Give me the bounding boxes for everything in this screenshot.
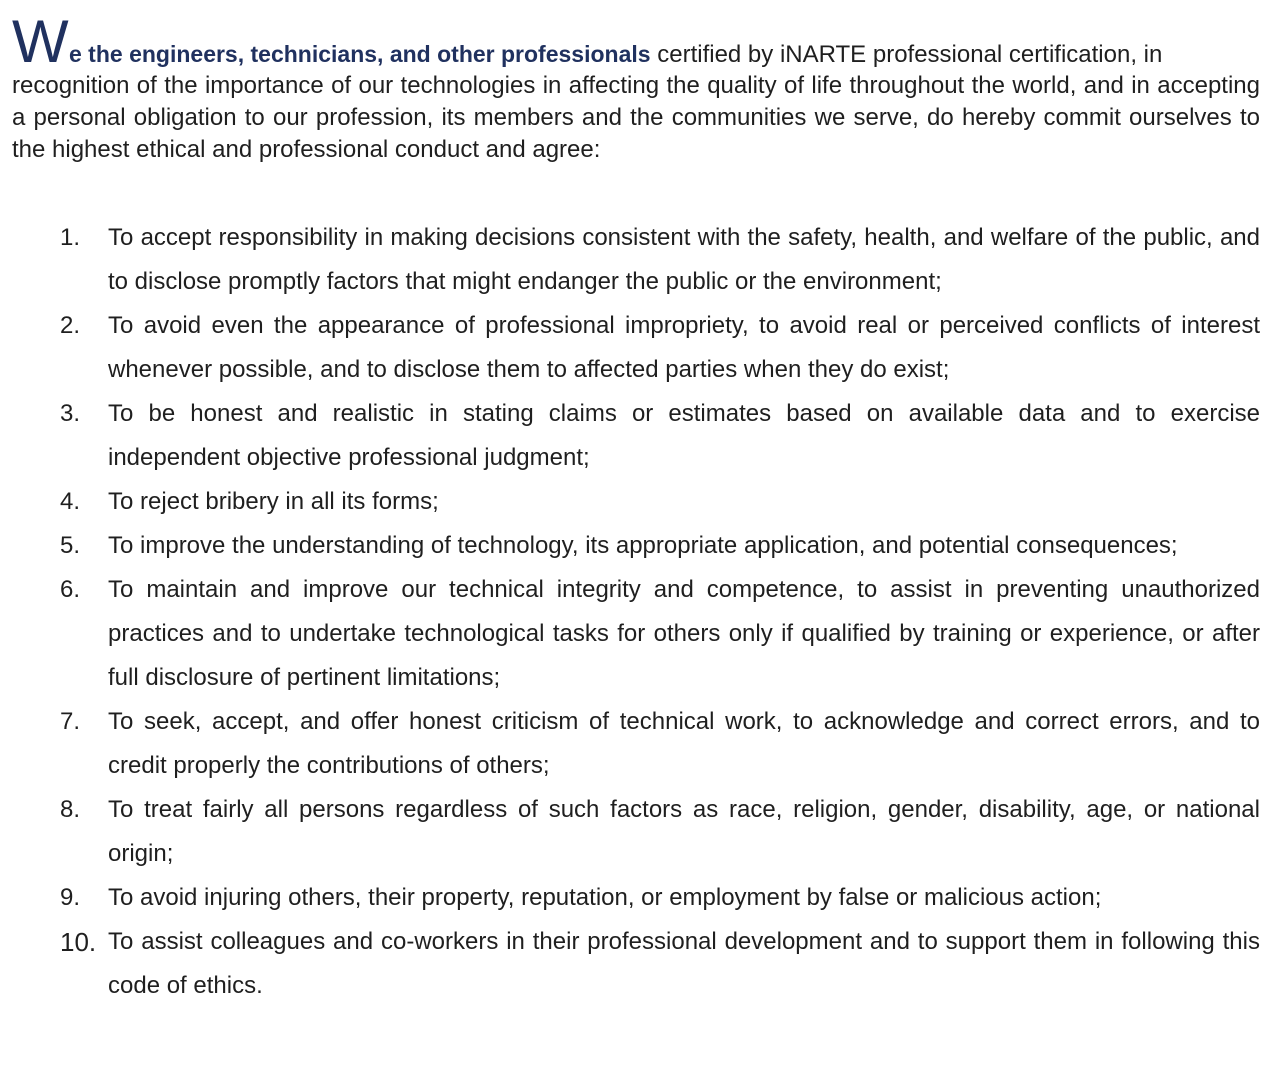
intro-first-line xyxy=(12,8,1260,75)
intro-first-line-text xyxy=(69,38,1162,71)
list-item-number: 2. xyxy=(60,312,81,339)
list-item-text: To avoid injuring others, their property, reputation, or employment by false or malicious action; xyxy=(108,884,1102,911)
list-item xyxy=(60,920,1260,1008)
list-item-text: To avoid even the appearance of professional impropriety, to avoid real or perceived conflicts of interest whenever possible, and to disclose them to affected parties when they do exist; xyxy=(108,312,1260,383)
list-item-text: To improve the understanding of technology, its appropriate application, and potential consequences; xyxy=(108,532,1178,559)
list-item-text: To accept responsibility in making decisions consistent with the safety, health, and welfare of the public, and to disclose promptly factors that might endanger the public or the environment; xyxy=(108,224,1260,295)
list-item-number: 8. xyxy=(60,796,81,823)
list-item-text: To treat fairly all persons regardless of such factors as race, religion, gender, disability, age, or national origin; xyxy=(108,796,1260,867)
list-item xyxy=(60,876,1260,920)
list-item xyxy=(60,304,1260,392)
list-item-text: To seek, accept, and offer honest criticism of technical work, to acknowledge and correct errors, and to credit properly the contributions of others; xyxy=(108,708,1260,779)
list-item-number: 1. xyxy=(60,224,81,251)
list-item-number: 5. xyxy=(60,532,81,559)
drop-cap: W xyxy=(12,8,69,75)
list-item xyxy=(60,216,1260,304)
list-item-number: 3. xyxy=(60,400,81,427)
intro-first-line-rest: certified by iNARTE professional certification, in xyxy=(650,41,1163,68)
list-item xyxy=(60,788,1260,876)
list-item-number: 7. xyxy=(60,708,81,735)
list-item-text: To reject bribery in all its forms; xyxy=(108,488,439,515)
list-item-number: 9. xyxy=(60,884,81,911)
intro-paragraph xyxy=(12,8,1260,166)
list-item xyxy=(60,700,1260,788)
list-item-text: To assist colleagues and co-workers in their professional development and to support them in following this code of ethics. xyxy=(108,928,1260,999)
list-item xyxy=(60,392,1260,480)
intro-body: recognition of the importance of our technologies in affecting the quality of life throughout the world, and in accepting a personal obligation to our profession, its members and the communities we serve, do hereby commit ourselves to the highest ethical and professional conduct and agree: xyxy=(12,72,1260,163)
list-item-number: 10. xyxy=(60,927,97,957)
list-item-number: 4. xyxy=(60,488,81,515)
list-item xyxy=(60,524,1260,568)
list-item-number: 6. xyxy=(60,576,81,603)
list-item-text: To maintain and improve our technical integrity and competence, to assist in preventing unauthorized practices and to undertake technological tasks for others only if qualified by training or experience, or after full disclosure of pertinent limitations; xyxy=(108,576,1260,691)
list-item xyxy=(60,480,1260,524)
list-item xyxy=(60,568,1260,700)
list-item-text: To be honest and realistic in stating claims or estimates based on available data and to exercise independent objective professional judgment; xyxy=(108,400,1260,471)
ethics-list xyxy=(60,216,1260,1008)
intro-lead: e the engineers, technicians, and other professionals xyxy=(69,41,651,67)
